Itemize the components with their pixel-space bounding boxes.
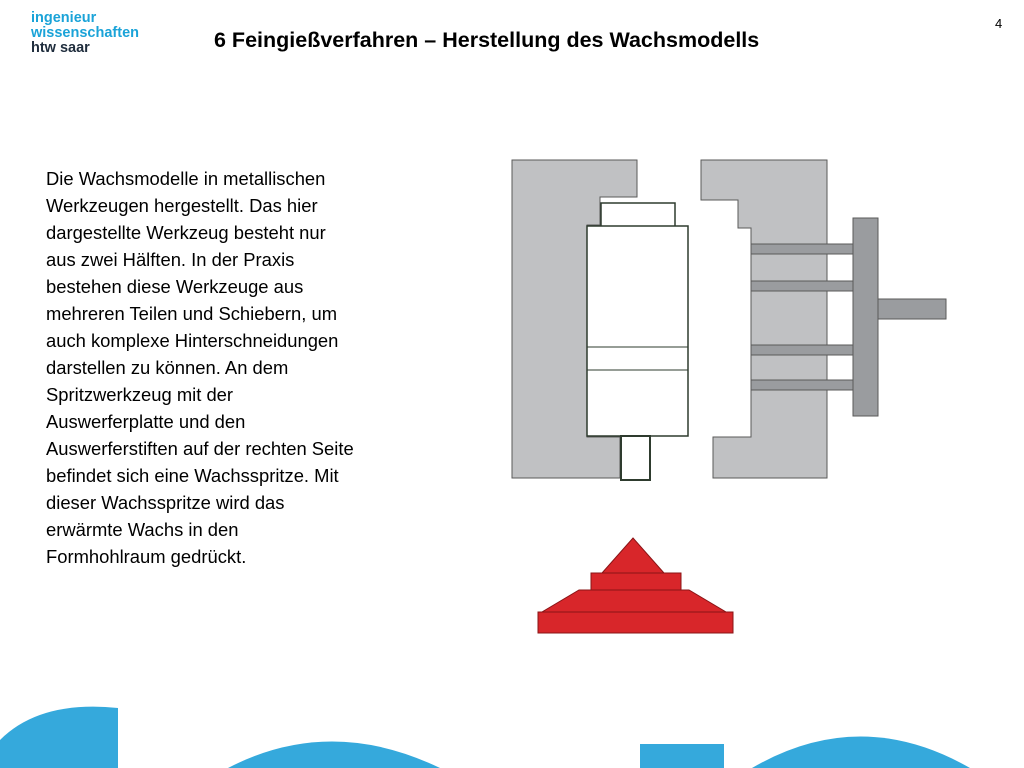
injector-skirt	[542, 590, 726, 612]
ejector-rod	[878, 299, 946, 319]
cavity-top	[601, 203, 675, 227]
logo-line-2: wissenschaften	[31, 25, 139, 41]
ejector-pin	[751, 281, 853, 291]
ejector-pin	[751, 345, 853, 355]
body-line: dieser Wachsspritze wird das	[46, 492, 285, 513]
body-line: auch komplexe Hinterschneidungen	[46, 330, 339, 351]
injector-segment	[591, 573, 681, 590]
logo-line-1: ingenieur	[31, 10, 97, 26]
body-line: bestehen diese Werkzeuge aus	[46, 276, 304, 297]
page-title: 6 Feingießverfahren – Herstellung des Wachsmodells	[214, 28, 760, 52]
body-line: darstellen zu können. An dem	[46, 357, 289, 378]
injector-tip	[602, 538, 664, 573]
injector-base	[538, 612, 733, 633]
body-line: dargestellte Werkzeug besteht nur	[46, 222, 326, 243]
ejector-pin	[751, 380, 853, 390]
body-line: mehreren Teilen und Schiebern, um	[46, 303, 338, 324]
body-line: aus zwei Hälften. In der Praxis	[46, 249, 295, 270]
body-line: Spritzwerkzeug mit der	[46, 384, 234, 405]
right-die-half	[701, 160, 827, 478]
page-number: 4	[995, 16, 1003, 31]
cavity-body	[587, 226, 688, 436]
body-line: Formhohlraum gedrückt.	[46, 546, 247, 567]
body-line: befindet sich eine Wachsspritze. Mit	[46, 465, 339, 486]
body-line: Auswerferplatte und den	[46, 411, 246, 432]
ejector-pin	[751, 244, 853, 254]
body-line: Die Wachsmodelle in metallischen	[46, 168, 326, 189]
body-line: erwärmte Wachs in den	[46, 519, 239, 540]
body-line: Auswerferstiften auf der rechten Seite	[46, 438, 354, 459]
ejector-plate	[853, 218, 878, 416]
logo-line-3: htw saar	[31, 40, 90, 56]
cavity-sprue	[621, 436, 650, 480]
body-line: Werkzeugen hergestellt. Das hier	[46, 195, 318, 216]
